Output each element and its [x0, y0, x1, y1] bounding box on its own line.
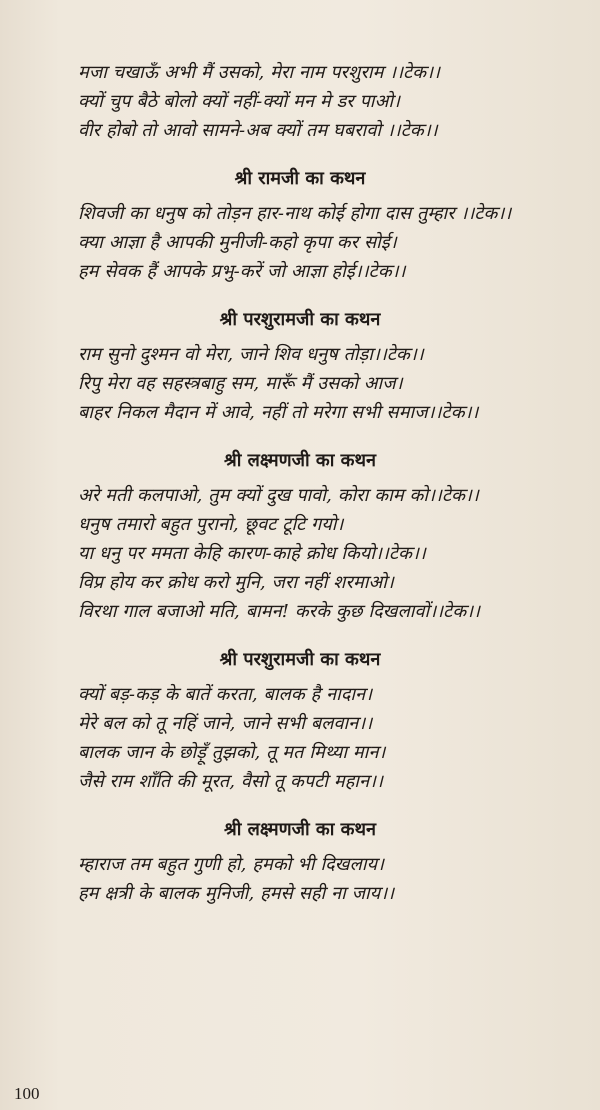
verse-line: क्यों बड़-कड़ के बातें करता, बालक है नादान। [78, 684, 373, 705]
section-parshuramji-1 [0, 306, 600, 427]
section-lakshmanji-2 [0, 816, 600, 908]
verse-line: बाहर निकल मैदान में आवे, नहीं तो मरेगा सभी समाज।।टेक।। [78, 402, 479, 423]
section-heading: श्री लक्ष्मणजी का कथन [223, 450, 377, 471]
section-heading: श्री परशुरामजी का कथन [219, 649, 381, 670]
section-heading: श्री लक्ष्मणजी का कथन [223, 819, 377, 840]
verse-line: वीर होबो तो आवो सामने-अब क्यों तम घबरावो ।।टेक।। [78, 120, 438, 141]
verse-line: क्या आज्ञा है आपकी मुनीजी-कहो कृपा कर सोई। [78, 232, 397, 253]
verse-line: या धनु पर ममता केहि कारण-काहे क्रोध कियो।।टेक।। [78, 543, 426, 564]
verse-line: म्हाराज तम बहुत गुणी हो, हमको भी दिखलाय। [78, 854, 385, 875]
verse-line: क्यों चुप बैठे बोलो क्यों नहीं-क्यों मन मे डर पाओ। [78, 91, 401, 112]
verse-line: अरे मती कलपाओ, तुम क्यों दुख पावो, कोरा काम को।।टेक।। [78, 485, 479, 506]
verse-line: मजा चखाऊँ अभी मैं उसको, मेरा नाम परशुराम ।।टेक।। [78, 62, 441, 83]
verse-line: हम सेवक हैं आपके प्रभु-करें जो आज्ञा होई।।टेक।। [78, 261, 406, 282]
section-intro-verse [0, 58, 600, 145]
verse-line: विप्र होय कर क्रोध करो मुनि, जरा नहीं शरमाओ। [78, 572, 394, 593]
verse-line: शिवजी का धनुष को तोड़न हार-नाथ कोई होगा दास तुम्हार ।।टेक।। [78, 203, 512, 224]
verse-line: रिपु मेरा वह सहस्त्रबाहु सम, मारूँ मैं उसको आज। [78, 373, 403, 394]
section-heading: श्री रामजी का कथन [234, 168, 366, 189]
page-content [0, 58, 600, 908]
verse-line: राम सुनो दुश्मन वो मेरा, जाने शिव धनुष तोड़ा।।टेक।। [78, 344, 424, 365]
verse-line: हम क्षत्री के बालक मुनिजी, हमसे सही ना जाय।। [78, 883, 395, 904]
verse-line: जैसे राम शाँति की मूरत, वैसो तू कपटी महान।। [78, 771, 383, 792]
verse-line: बालक जान के छोड़ूँ तुझको, तू मत मिथ्या मान। [78, 742, 386, 763]
section-parshuramji-2 [0, 646, 600, 796]
section-ramji [0, 165, 600, 286]
section-heading: श्री परशुरामजी का कथन [219, 309, 381, 330]
page-number: 100 [14, 1084, 40, 1103]
section-lakshmanji-1 [0, 447, 600, 626]
verse-line: धनुष तमारो बहुत पुरानो, छूवट टूटि गयो। [78, 514, 344, 535]
verse-line: विरथा गाल बजाओ मति, बामन! करके कुछ दिखलावों।।टेक।। [78, 601, 481, 622]
verse-line: मेरे बल को तू नहिं जाने, जाने सभी बलवान।। [78, 713, 373, 734]
